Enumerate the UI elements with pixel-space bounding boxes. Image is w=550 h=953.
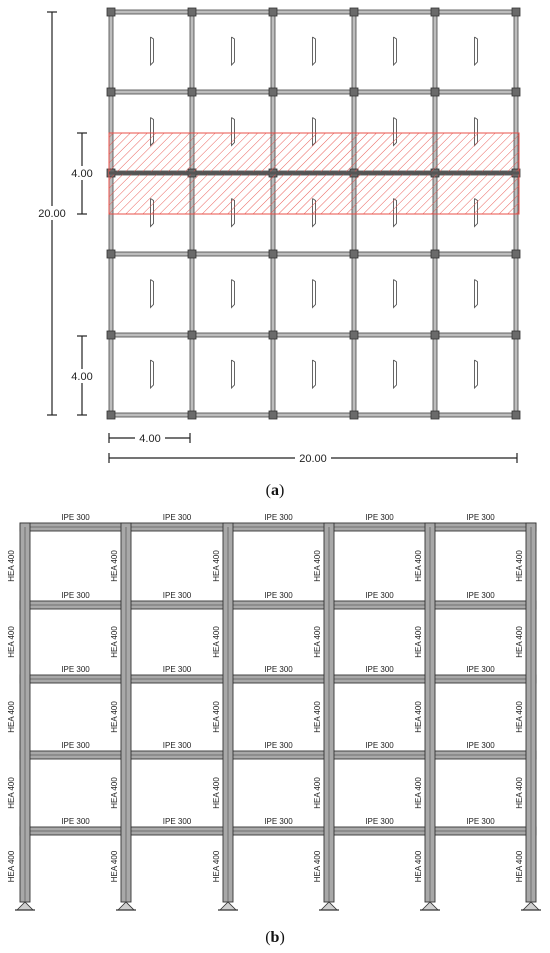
plan-column-node [512,250,520,258]
beam-label: IPE 300 [61,741,90,750]
plan-column-node [269,411,277,419]
plan-column-node [107,88,115,96]
plan-column-node [188,331,196,339]
plan-column-node [512,88,520,96]
column-label: HEA 400 [414,777,423,809]
column-label: HEA 400 [515,550,524,582]
plan-column-node [188,8,196,16]
caption-a-letter: a [271,482,279,499]
span-arrow-icon [394,360,397,388]
elevation-supports [15,902,541,910]
plan-column-node [512,331,520,339]
beam-label: IPE 300 [466,591,495,600]
plan-column-node [350,250,358,258]
support-icon [118,902,134,910]
plan-column-node [188,88,196,96]
support-icon [17,902,33,910]
plan-beam-row-1 [111,90,516,94]
beam-label: IPE 300 [365,591,394,600]
beam-label: IPE 300 [466,741,495,750]
plan-column-node [512,8,520,16]
beam-label: IPE 300 [365,741,394,750]
beam-label: IPE 300 [61,665,90,674]
plan-column-node [350,8,358,16]
beam-label: IPE 300 [162,741,192,750]
plan-column-node [350,88,358,96]
beam-label: IPE 300 [61,591,90,600]
support-icon [422,902,438,910]
support-icon [523,902,539,910]
beam-label: IPE 300 [365,817,394,826]
column-label: HEA 400 [212,777,221,809]
beam-label: IPE 300 [264,741,293,750]
beam-label: IPE 300 [365,665,394,674]
beam-label: IPE 300 [365,513,394,522]
plan-column-node [350,411,358,419]
dimension-total-width [109,451,517,465]
plan-column-node [431,88,439,96]
column-label: HEA 400 [313,550,322,582]
plan-column-node [269,250,277,258]
dim-total-width-label: 20.00 [299,453,327,465]
plan-beam-row-4 [111,333,516,337]
beam-label: IPE 300 [162,665,192,674]
span-arrow-icon [151,360,154,388]
dimension-strip-width [67,133,97,214]
column-label: HEA 400 [515,850,524,883]
span-arrow-icon [151,37,154,65]
plan-column-node [431,250,439,258]
caption-a [266,482,285,499]
plan-column-node [269,8,277,16]
elevation-view [7,513,541,946]
dim-total-height-label: 20.00 [38,208,66,220]
span-arrow-icon [475,280,478,308]
beam-label: IPE 300 [162,817,192,826]
beam-label: IPE 300 [264,817,293,826]
beam-label: IPE 300 [264,513,293,522]
column-label: HEA 400 [110,850,119,883]
plan-column-node [431,331,439,339]
column-label: HEA 400 [212,701,221,733]
column-label: HEA 400 [313,701,322,733]
column-label: HEA 400 [414,626,423,658]
column-label: HEA 400 [212,626,221,658]
plan-column-node [269,331,277,339]
column-label: HEA 400 [7,701,16,733]
span-arrow-icon [151,280,154,308]
plan-column-node [188,250,196,258]
caption-b [265,929,285,946]
beam-label: IPE 300 [61,513,90,522]
dimension-total-height [34,12,70,415]
beam-label: IPE 300 [61,817,90,826]
column-label: HEA 400 [110,626,119,658]
plan-beam-row-3 [111,252,516,256]
column-label: HEA 400 [515,777,524,809]
plan-column-node [107,411,115,419]
span-arrow-icon [475,360,478,388]
plan-column-node [107,8,115,16]
dim-bay-height-label: 4.00 [71,371,93,383]
span-arrow-icon [313,280,316,308]
span-arrow-icon [394,280,397,308]
column-label: HEA 400 [212,850,221,883]
dim-bay-width-label: 4.00 [139,433,161,445]
plan-beam-row-0 [111,10,516,14]
beam-label: IPE 300 [466,665,495,674]
plan-column-node [107,250,115,258]
column-label: HEA 400 [110,701,119,733]
column-label: HEA 400 [313,777,322,809]
beam-label: IPE 300 [466,817,495,826]
plan-column-node [350,331,358,339]
column-label: HEA 400 [313,626,322,658]
beam-label: IPE 300 [162,591,192,600]
elevation-columns [20,523,536,902]
column-label: HEA 400 [414,550,423,582]
span-arrow-icon [232,280,235,308]
column-label: HEA 400 [515,701,524,733]
column-label: HEA 400 [212,550,221,582]
plan-column-node [188,411,196,419]
caption-b-letter: b [270,929,280,946]
plan-column-node [512,411,520,419]
column-label: HEA 400 [414,701,423,733]
span-arrow-icon [232,37,235,65]
elevation-beams [20,523,536,835]
dimension-bay-height [67,336,97,415]
column-label: HEA 400 [110,550,119,582]
plan-view [34,8,520,499]
column-label: HEA 400 [7,550,16,582]
span-arrow-icon [475,37,478,65]
plan-column-node [107,331,115,339]
plan-column-node [431,8,439,16]
column-label: HEA 400 [414,850,423,883]
support-icon [321,902,337,910]
column-label: HEA 400 [7,777,16,809]
column-label: HEA 400 [313,850,322,883]
dimension-bay-width [109,431,190,445]
svg-text:(b): (b) [265,929,285,946]
column-label: HEA 400 [110,777,119,809]
span-arrow-icon [232,360,235,388]
beam-label: IPE 300 [466,513,495,522]
span-arrow-icon [313,360,316,388]
support-icon [220,902,236,910]
svg-text:(a): (a) [265,482,285,499]
beam-label: IPE 300 [264,665,293,674]
beam-label: IPE 300 [162,513,192,522]
span-arrow-icon [313,37,316,65]
dim-strip-width-label: 4.00 [71,168,93,180]
span-arrow-icon [394,37,397,65]
plan-beam-row-5 [111,413,516,417]
beam-label: IPE 300 [264,591,293,600]
plan-column-node [431,411,439,419]
column-label: HEA 400 [7,850,16,883]
column-label: HEA 400 [515,626,524,658]
plan-column-node [269,88,277,96]
column-label: HEA 400 [7,626,16,658]
